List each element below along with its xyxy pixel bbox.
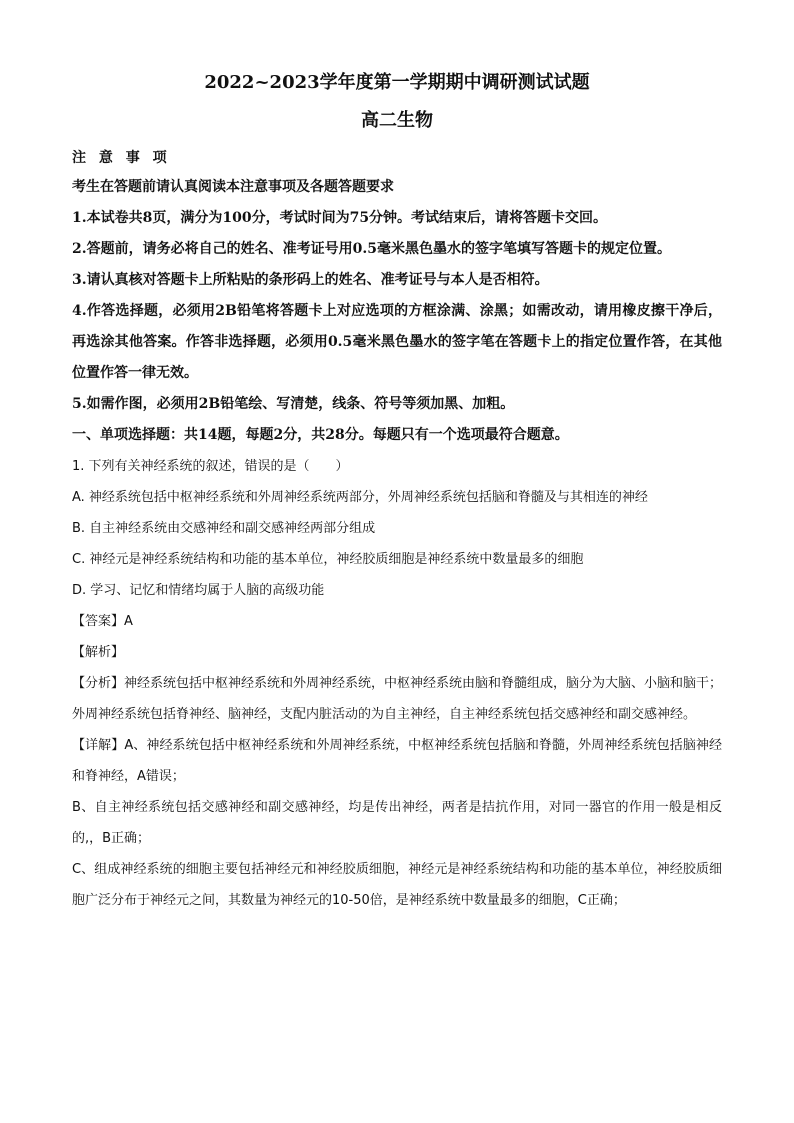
notice-item-2: 2.答题前，请务必将自己的姓名、准考证号用0.5毫米黑色墨水的签字笔填写答题卡的规定位置。 [72,241,671,257]
option-c: C. 神经元是神经系统结构和功能的基本单位，神经胶质细胞是神经系统中数量最多的细胞 [72,552,584,567]
notice-heading: 注 意 事 项 [72,150,171,166]
analysis-label: 【解析】 [72,645,125,660]
answer-line: 【答案】A [72,614,133,629]
section-heading: 一、单项选择题：共14题，每题2分，共28分。每题只有一个选项最符合题意。 [72,427,569,443]
analysis-detail-c: C、组成神经系统的细胞主要包括神经元和神经胶质细胞，神经元是神经系统结构和功能的基本单位，神经胶质细胞广泛分布于神经元之间，其数量为神经元的10-50倍，是神经系统中数量最多的细胞，C正确； [72,862,722,908]
exam-subject: 高二生物 [361,110,433,131]
analysis-fenxi: 【分析】神经系统包括中枢神经系统和外周神经系统，中枢神经系统由脑和脊髓组成，脑分为大脑、小脑和脑干；外周神经系统包括脊神经、脑神经，支配内脏活动的为自主神经，自主神经系统包括交感神经和副交感神经。 [72,676,723,722]
notice-item-5: 5.如需作图，必须用2B铅笔绘、写清楚，线条、符号等须加黑、加粗。 [72,396,515,412]
notice-intro: 考生在答题前请认真阅读本注意事项及各题答题要求 [72,179,394,195]
analysis-detail-b: B、自主神经系统包括交感神经和副交感神经，均是传出神经，两者是拮抗作用，对同一器官的作用一般是相反的,，B正确； [72,800,722,846]
option-a: A. 神经系统包括中枢神经系统和外周神经系统两部分，外周神经系统包括脑和脊髓及与其相连的神经 [72,490,648,505]
notice-item-4: 4.作答选择题，必须用2B铅笔将答题卡上对应选项的方框涂满、涂黑；如需改动，请用橡皮擦干净后，再选涂其他答案。作答非选择题，必须用0.5毫米黑色墨水的签字笔在答题卡上的指定位置作答，在其他位置作答一律无效。 [72,303,722,381]
notice-item-3: 3.请认真核对答题卡上所粘贴的条形码上的姓名、准考证号与本人是否相符。 [72,272,549,288]
question-1 [72,451,722,916]
option-b: B. 自主神经系统由交感神经和副交感神经两部分组成 [72,521,376,536]
question-stem: 1. 下列有关神经系统的叙述，错误的是（ ） [72,459,349,474]
option-d: D. 学习、记忆和情绪均属于人脑的高级功能 [72,583,325,598]
notice-section [72,144,722,420]
analysis-detail-a: 【详解】A、神经系统包括中枢神经系统和外周神经系统，中枢神经系统包括脑和脊髓，外周神经系统包括脑神经和脊神经，A错误； [72,738,722,784]
exam-title: 2022~2023学年度第一学期期中调研测试试题 [204,72,590,93]
notice-item-1: 1.本试卷共8页，满分为100分，考试时间为75分钟。考试结束后，请将答题卡交回。 [72,210,608,226]
